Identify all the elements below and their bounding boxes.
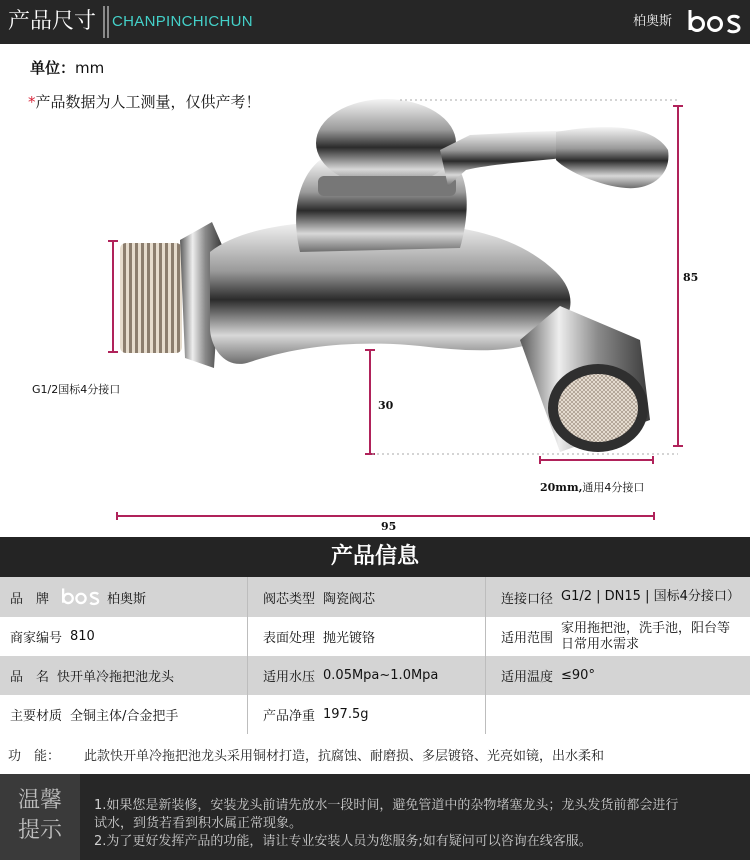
info-value: 快开单冷拖把池龙头 xyxy=(57,670,175,685)
function-key: 功 能： xyxy=(8,749,61,764)
info-key: 适用水压 xyxy=(263,670,316,685)
info-key: 商家编号 xyxy=(10,631,63,646)
info-cell xyxy=(247,695,485,734)
info-value: 陶瓷阀芯 xyxy=(323,591,376,607)
unit-value: mm xyxy=(75,59,105,77)
tip-line-2: 试水，到货若看到积水属正常现象。 xyxy=(94,816,303,831)
info-row xyxy=(0,695,750,734)
info-key: 品 名 xyxy=(10,670,50,685)
info-cell xyxy=(485,695,750,734)
dim-width: 95 xyxy=(381,520,397,533)
header-divider xyxy=(107,6,109,38)
outlet-size: 20mm, xyxy=(540,481,583,494)
info-cell xyxy=(247,617,485,656)
info-cell xyxy=(0,656,247,695)
tip-line-3: 2.为了更好发挥产品的功能，请让专业安装人员为您服务;如有疑问可以咨询在线客服。 xyxy=(94,834,592,849)
faucet-dimension-diagram xyxy=(0,44,750,537)
brand-logo-small xyxy=(59,587,103,607)
info-value: 柏奥斯 xyxy=(107,591,147,607)
info-key: 适用温度 xyxy=(501,670,554,685)
thread-label: G1/2国标4分接口 xyxy=(32,383,121,396)
info-cell xyxy=(0,695,247,734)
info-cell xyxy=(247,577,485,617)
info-key: 产品净重 xyxy=(263,709,316,724)
dim-drop: 30 xyxy=(378,399,394,412)
section-title: 产品尺寸 xyxy=(7,9,96,34)
info-value: ≤90° xyxy=(561,667,595,683)
info-value: 家用拖把池，洗手池，阳台等日常用水需求 xyxy=(561,620,731,652)
info-cell xyxy=(0,577,247,617)
info-key: 适用范围 xyxy=(501,631,554,646)
info-value: G1/2 | DN15 | 国标4分接口） xyxy=(561,589,740,604)
info-key: 连接口径 xyxy=(501,591,554,607)
lever-handle xyxy=(440,127,668,188)
info-value: 197.5g xyxy=(323,707,369,722)
info-row xyxy=(0,577,750,617)
brand-name: 柏奥斯 xyxy=(633,14,673,29)
info-cell xyxy=(247,656,485,695)
tips-label-1: 温馨 xyxy=(17,788,62,813)
unit-label: 单位： xyxy=(30,59,76,77)
tips-label xyxy=(0,774,80,860)
outlet-desc: 通用4分接口 xyxy=(582,481,645,494)
info-row xyxy=(0,617,750,656)
header-divider xyxy=(103,6,105,38)
info-value: 810 xyxy=(70,629,95,644)
function-value: 此款快开单冷拖把池龙头采用铜材打造，抗腐蚀、耐磨损、多层镀铬、光亮如镜，出水柔和 xyxy=(84,749,605,764)
info-cell xyxy=(485,577,750,617)
thread-inlet xyxy=(120,222,222,368)
info-value: 抛光镀铬 xyxy=(323,631,376,646)
info-key: 阀芯类型 xyxy=(263,591,316,607)
dim-height: 85 xyxy=(683,271,699,284)
brand-logo xyxy=(686,8,744,36)
info-title: 产品信息 xyxy=(0,537,750,577)
function-row xyxy=(0,734,750,774)
tips-label-2: 提示 xyxy=(17,818,62,843)
note-asterisk: * xyxy=(28,93,36,111)
info-key: 主要材质 xyxy=(10,709,63,724)
info-row xyxy=(0,656,750,695)
outlet-aerator xyxy=(520,306,650,452)
info-cell xyxy=(485,656,750,695)
info-value: 0.05Mpa~1.0Mpa xyxy=(323,668,439,683)
info-cell xyxy=(485,617,750,656)
tip-line-1: 1.如果您是新装修，安装龙头前请先放水一段时间，避免管道中的杂物堵塞龙头；龙头发货前都会进行 xyxy=(94,798,679,813)
note-text: 产品数据为人工测量，仅供产考！ xyxy=(35,93,261,111)
info-key: 表面处理 xyxy=(263,631,316,646)
section-title-en: CHANPINCHICHUN xyxy=(112,13,253,30)
info-key: 品 牌 xyxy=(10,591,50,607)
info-cell xyxy=(0,617,247,656)
info-value: 全铜主体/合金把手 xyxy=(70,709,179,724)
outlet-label xyxy=(540,476,644,495)
